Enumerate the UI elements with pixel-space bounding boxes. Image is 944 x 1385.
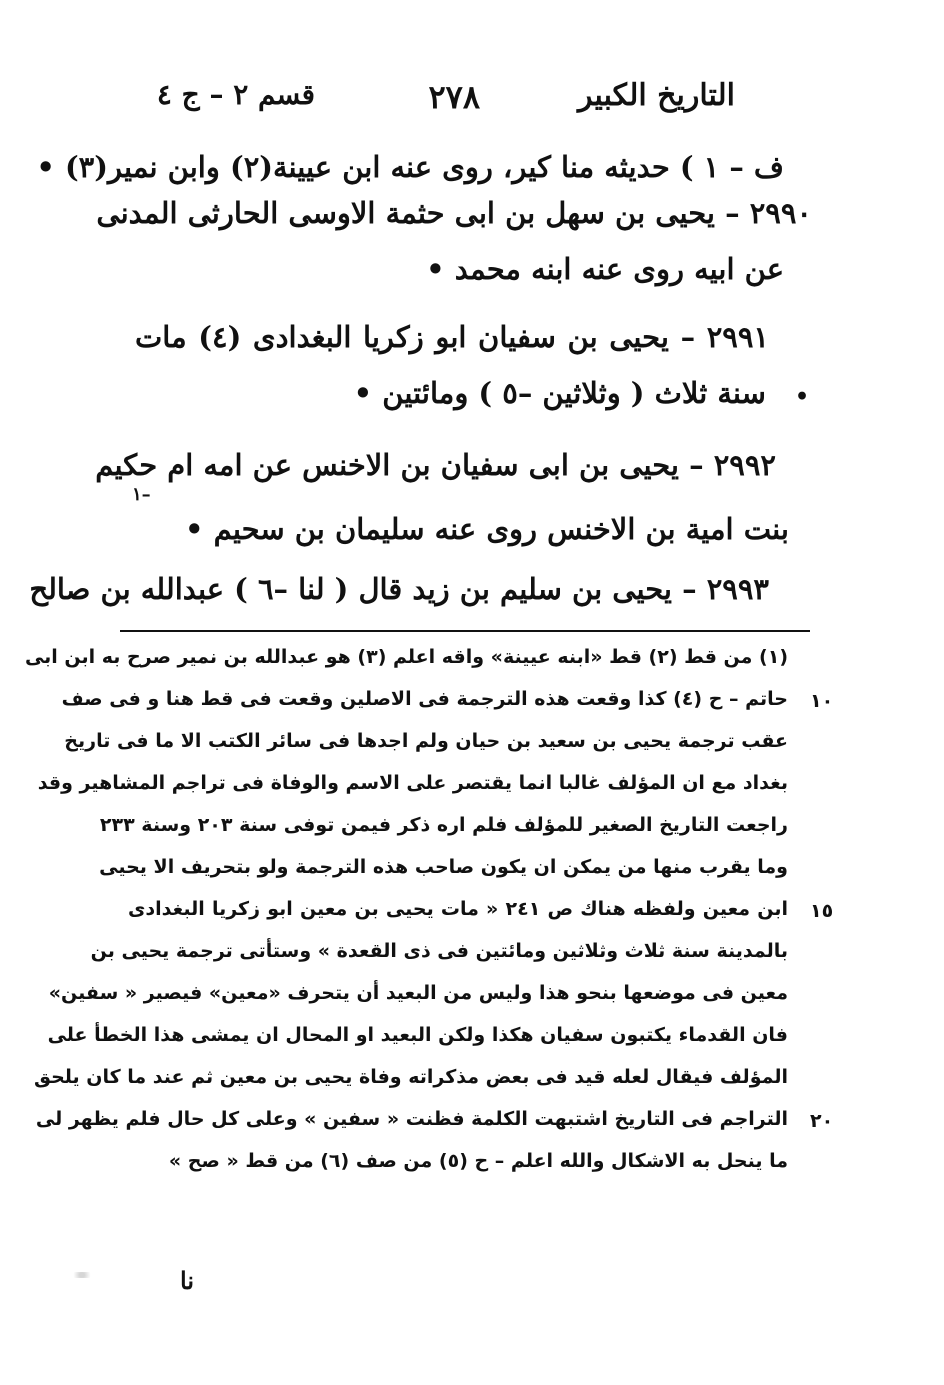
- scan-speck: [70, 1272, 94, 1278]
- body-line-1: ف – ١ ) حديثه منا كير، روى عنه ابن عيينة(٢) وابن نمير(٣) •: [36, 150, 784, 184]
- margin-note-mark: ١–: [132, 484, 151, 505]
- entry-2990-line-2: عن ابيه روى عنه ابنه محمد •: [426, 252, 784, 286]
- footnote-line: (١) من قط (٢) قط «ابنه عيينة» واقه اعلم (٣) هو عبدالله بن نمير صرح به ابن ابى: [24, 646, 788, 668]
- page-header: [135, 78, 735, 128]
- footnote-line: حاتم – ح (٤) كذا وقعت هذه الترجمة فى الاصلين وقعت فى قط هنا و فى صف: [61, 688, 788, 710]
- margin-line-number: ١٥: [810, 900, 834, 922]
- footnote-line: المؤلف فيقال لعله قيد فى بعض مذكراته وفاة يحيى بن معين ثم عند ما كان يلحق: [33, 1066, 788, 1088]
- margin-bullet: •: [795, 384, 810, 410]
- section-label: قسم ٢ – ج ٤: [156, 78, 315, 111]
- footnote-line: بالمدينة سنة ثلاث وثلاثين ومائتين فى ذى القعدة » وستأتى ترجمة يحيى بن: [90, 940, 788, 962]
- entry-2993-line-1: ٢٩٩٣ – يحيى بن سليم بن زيد قال ( لنا –٦ ) عبدالله بن صالح: [29, 572, 769, 606]
- printer-signature: نا: [180, 1266, 194, 1295]
- footnote-line: ما ينحل به الاشكال والله اعلم – ح (٥) من صف (٦) من قط « صح »: [168, 1150, 788, 1172]
- footnote-line: بغداد مع ان المؤلف غالبا انما يقتصر على الاسم والوفاة فى تراجم المشاهير وقد: [37, 772, 788, 794]
- margin-line-number: ٢٠: [810, 1110, 834, 1132]
- footnote-line: ابن معين ولفظه هناك ص ٢٤١ « مات يحيى بن معين ابو زكريا البغدادى: [128, 898, 788, 920]
- footnote-line: التراجم فى التاريخ اشتبهت الكلمة فظنت « سفين » وعلى كل حال فلم يظهر لى: [35, 1108, 788, 1130]
- entry-2990-line-1: ٢٩٩٠ – يحيى بن سهل بن ابى حثمة الاوسى الحارثى المدنى: [96, 196, 812, 230]
- footnote-line: راجعت التاريخ الصغير للمؤلف فلم اره ذكر فيمن توفى سنة ٢٠٣ وسنة ٢٣٣: [99, 814, 788, 836]
- footnote-line: عقب ترجمة يحيى بن سعيد بن حيان ولم اجدها فى سائر الكتب الا ما فى تاريخ: [64, 730, 788, 752]
- footnote-line: وما يقرب منها من يمكن ان يكون صاحب هذه الترجمة ولو بتحريف الا يحيى: [99, 856, 788, 878]
- footnote-line: معين فى موضعها بنحو هذا وليس من البعيد أن يتحرف «معين» فيصير « سفين»: [48, 982, 788, 1004]
- page-number: ٢٧٨: [428, 78, 480, 116]
- entry-2991-line-2: سنة ثلاث ( وثلاثين –٥ ) ومائتين •: [353, 376, 766, 410]
- footnote-line: فان القدماء يكتبون سفيان هكذا ولكن البعيد او المحال ان يمشى هذا الخطأ على: [47, 1024, 788, 1046]
- footnote-divider: [120, 630, 810, 632]
- margin-line-number: ١٠: [810, 690, 834, 712]
- entry-2992-line-2: بنت امية بن الاخنس روى عنه سليمان بن سحيم •: [184, 512, 789, 546]
- entry-2991-line-1: ٢٩٩١ – يحيى بن سفيان ابو زكريا البغدادى (٤) مات: [135, 320, 769, 354]
- entry-2992-line-1: ٢٩٩٢ – يحيى بن ابى سفيان بن الاخنس عن امه ام حكيم: [95, 448, 776, 482]
- book-title: التاريخ الكبير: [577, 78, 735, 113]
